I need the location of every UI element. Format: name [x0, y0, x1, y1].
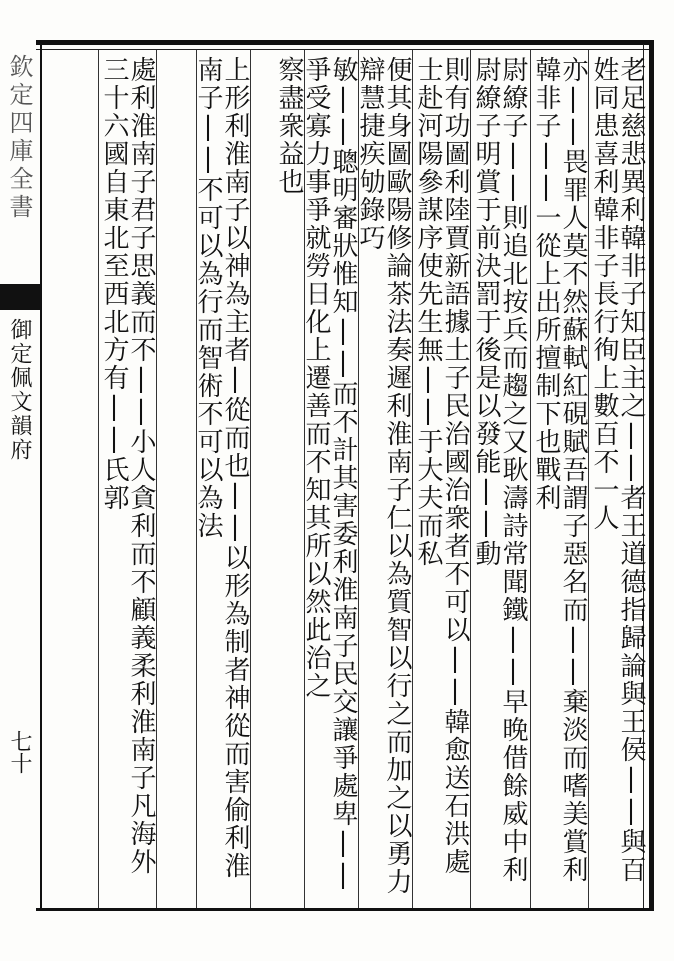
column-divider	[156, 50, 157, 908]
gutter-collection-title: 欽定四庫全書	[5, 54, 33, 222]
text-column-7: 察盡衆益也	[274, 56, 304, 196]
text-column-1: 老足慈悲異利韓非子知臣主之||者王道德指歸論與王侯||與百姓同患喜利韓非子長行徇上數百不一人	[589, 56, 646, 884]
text-column-5: 便其身圖歐陽修論茶法奏遲利淮南子仁以為質智以行之而加之以勇力辯慧捷疾劬錄巧	[355, 56, 412, 896]
text-column-2: 亦||畏罪人莫不然蘇軾紅硯賦吾謂子惡名而||棄淡而嗜美賞利韓非子||一從上出所擅制下也戰利	[531, 56, 588, 884]
bottom-border	[36, 908, 654, 911]
text-column-4: 則有功圖利陸賈新語據土子民治國治衆者不可以||韓愈送石洪處士赴河陽參謀序使先生無||于大夫而私	[413, 56, 470, 876]
text-column-6: 敏||聰明審狀惟知||而不計其害委利淮南子民交讓爭處卑||爭受寡力事爭就勞日化上遷善而不知其所以然此治之	[301, 56, 358, 892]
column-divider	[250, 50, 251, 908]
top-border	[36, 40, 654, 45]
text-column-8: 上形利淮南子以神為主者|從而也||以形為制者神從而害偷利淮南子||不可以為行而智術不可以為法	[193, 56, 250, 880]
top-inner-border	[36, 49, 654, 50]
text-column-3: 尉繚子||則追北按兵而趨之又耿濤詩常聞鐵||早晚借餘威中利尉繚子明賞于前決罰于後是以發能||動	[471, 56, 528, 884]
right-border	[649, 40, 654, 911]
text-column-9: 處利淮南子君子思義而不||小人貪利而不顧義柔利淮南子凡海外三十六國自東北至西北方有||氏郭	[99, 56, 156, 876]
gutter-page-number: 七十	[7, 730, 32, 774]
gutter-fish-tail-band	[0, 284, 40, 310]
gutter-book-title: 御定佩文韻府	[7, 318, 32, 462]
